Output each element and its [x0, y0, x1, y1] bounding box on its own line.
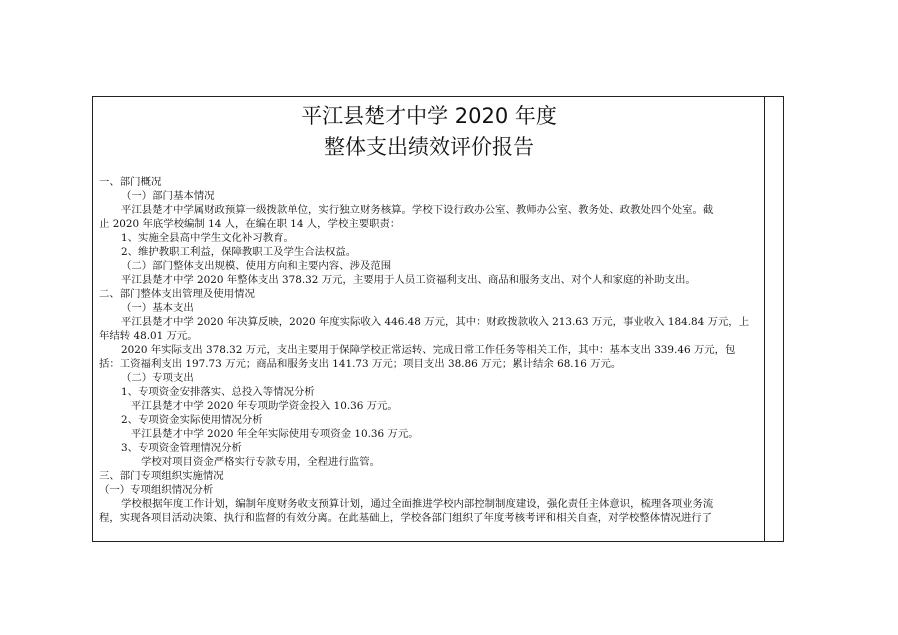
subsection-heading: （一）部门基本情况 [121, 190, 215, 202]
body-paragraph-line: 学校根据年度工作计划，编制年度财务收支预算计划，通过全面推进学校内部控制制度建设，强化责任主体意识，梳理各项业务流 [121, 498, 714, 510]
body-paragraph-line: 2020 年实际支出 378.32 万元，支出主要用于保障学校正常运转、完成日常工作任务等相关工作，其中：基本支出 339.46 万元，包 [121, 344, 736, 356]
table-right-column-divider [764, 96, 765, 542]
section-heading-3: 三、部门专项组织实施情况 [99, 470, 224, 482]
body-paragraph-line: 学校对项目资金严格实行专款专用，全程进行监管。 [141, 456, 380, 468]
body-paragraph-line: 止 2020 年底学校编制 14 人，在编在职 14 人，学校主要职责： [99, 218, 401, 230]
report-frame [92, 96, 784, 542]
section-heading-2: 二、部门整体支出管理及使用情况 [99, 288, 255, 300]
subsection-heading: （一）专项组织情况分析 [99, 484, 214, 496]
report-title-line1: 平江县楚才中学 2020 年度 [301, 104, 557, 128]
list-item: 1、实施全县高中学生文化补习教育。 [121, 232, 294, 244]
section-heading-1: 一、部门概况 [99, 176, 162, 188]
list-item: 3、专项资金管理情况分析 [121, 442, 242, 454]
body-paragraph-line: 平江县楚才中学 2020 年决算反映，2020 年度实际收入 446.48 万元，其中：财政拨款收入 213.63 万元，事业收入 184.84 万元，上 [121, 316, 750, 328]
subsection-heading: （二）部门整体支出规模、使用方向和主要内容、涉及范围 [121, 260, 392, 272]
body-paragraph-line: 平江县楚才中学 2020 年专项助学资金投入 10.36 万元。 [131, 400, 398, 412]
body-paragraph-line: 平江县楚才中学属财政预算一级拨款单位，实行独立财务核算。学校下设行政办公室、教师办公室、教务处、政教处四个处室。截 [121, 204, 714, 216]
subsection-heading: （一）基本支出 [121, 302, 194, 314]
list-item: 2、专项资金实际使用情况分析 [121, 414, 263, 426]
list-item: 1、专项资金安排落实、总投入等情况分析 [121, 386, 315, 398]
report-title-line2: 整体支出绩效评价报告 [324, 135, 534, 159]
subsection-heading: （二）专项支出 [121, 372, 194, 384]
body-paragraph-line: 平江县楚才中学 2020 年整体支出 378.32 万元，主要用于人员工资福利支出、商品和服务支出、对个人和家庭的补助支出。 [121, 274, 696, 286]
list-item: 2、维护教职工利益，保障教职工及学生合法权益。 [121, 246, 357, 258]
body-paragraph-line: 程，实现各项目活动决策、执行和监督的有效分离。在此基础上，学校各部门组织了年度考核考评和相关自查，对学校整体情况进行了 [99, 512, 713, 524]
body-paragraph-line: 年结转 48.01 万元。 [99, 330, 198, 342]
body-paragraph-line: 平江县楚才中学 2020 年全年实际使用专项资金 10.36 万元。 [131, 428, 419, 440]
body-paragraph-line: 括：工资福利支出 197.73 万元；商品和服务支出 141.73 万元；项目支出 38.86 万元；累计结余 68.16 万元。 [99, 358, 622, 370]
